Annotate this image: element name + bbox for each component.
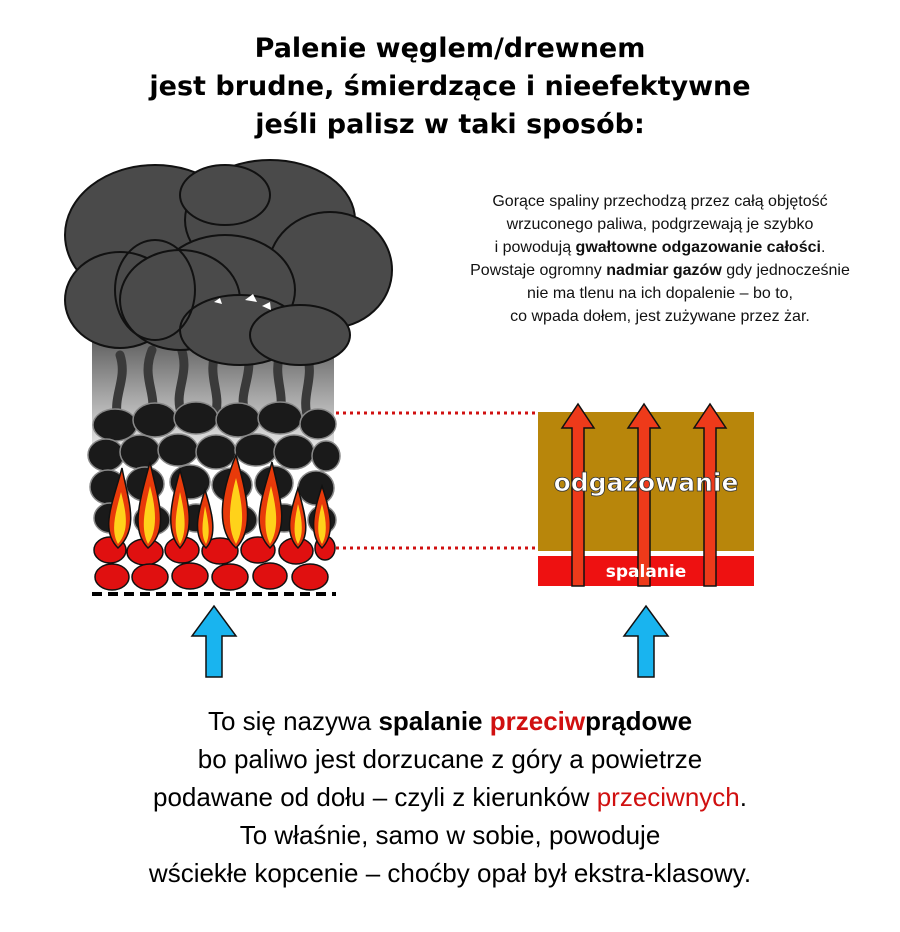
conclusion-line-5: wściekłe kopcenie – choćby opał był ekstra-klasowy. — [148, 858, 752, 888]
title-line-3: jeśli palisz w taki sposób: — [255, 109, 645, 140]
desc-emphasis-excess-gas: nadmiar gazów — [606, 262, 722, 279]
description-text — [400, 190, 900, 328]
desc-line-3c: . — [820, 239, 826, 256]
conclusion-line-1a: To się nazywa — [207, 706, 379, 736]
conclusion-line-3 — [0, 778, 900, 816]
air-arrow-left — [192, 606, 236, 677]
conclusion-text — [0, 702, 900, 892]
conclusion-line-3a: podawane od dołu – czyli z kierunków — [153, 782, 597, 812]
smoke-cloud — [65, 160, 392, 365]
desc-line-2: wrzuconego paliwa, podgrzewają je szybko — [506, 216, 814, 233]
conclusion-term-combustion: spalanie — [378, 706, 490, 736]
conclusion-term-current: prądowe — [585, 706, 693, 736]
title-line-2: jest brudne, śmierdzące i nieefektywne — [149, 71, 751, 102]
desc-line-5: nie ma tlenu na ich dopalenie – bo to, — [527, 285, 793, 302]
desc-line-6: co wpada dołem, jest zużywane przez żar. — [510, 308, 810, 325]
conclusion-term-counter: przeciw — [489, 706, 586, 736]
desc-emphasis-degassing: gwałtowne odgazowanie całości — [575, 239, 821, 256]
desc-line-3a: i powodują — [494, 239, 576, 256]
desc-line-4 — [400, 259, 900, 282]
degassing-label: odgazowanie — [553, 468, 739, 497]
desc-line-1: Gorące spaliny przechodzą przez całą objętość — [492, 193, 828, 210]
air-arrows — [192, 606, 668, 677]
air-arrow-right — [624, 606, 668, 677]
conclusion-line-2: bo paliwo jest dorzucane z góry a powietrze — [197, 744, 703, 774]
desc-line-4a: Powstaje ogromny — [470, 262, 607, 279]
combustion-label: spalanie — [605, 562, 687, 582]
desc-line-4c: gdy jednocześnie — [721, 262, 850, 279]
conclusion-line-4: To właśnie, samo w sobie, powoduje — [239, 820, 661, 850]
conclusion-line-3c: . — [739, 782, 747, 812]
title-line-1: Palenie węglem/drewnem — [254, 33, 646, 64]
desc-line-3 — [400, 236, 900, 259]
conclusion-term-opposite: przeciwnych — [596, 782, 740, 812]
conclusion-line-1 — [0, 702, 900, 740]
